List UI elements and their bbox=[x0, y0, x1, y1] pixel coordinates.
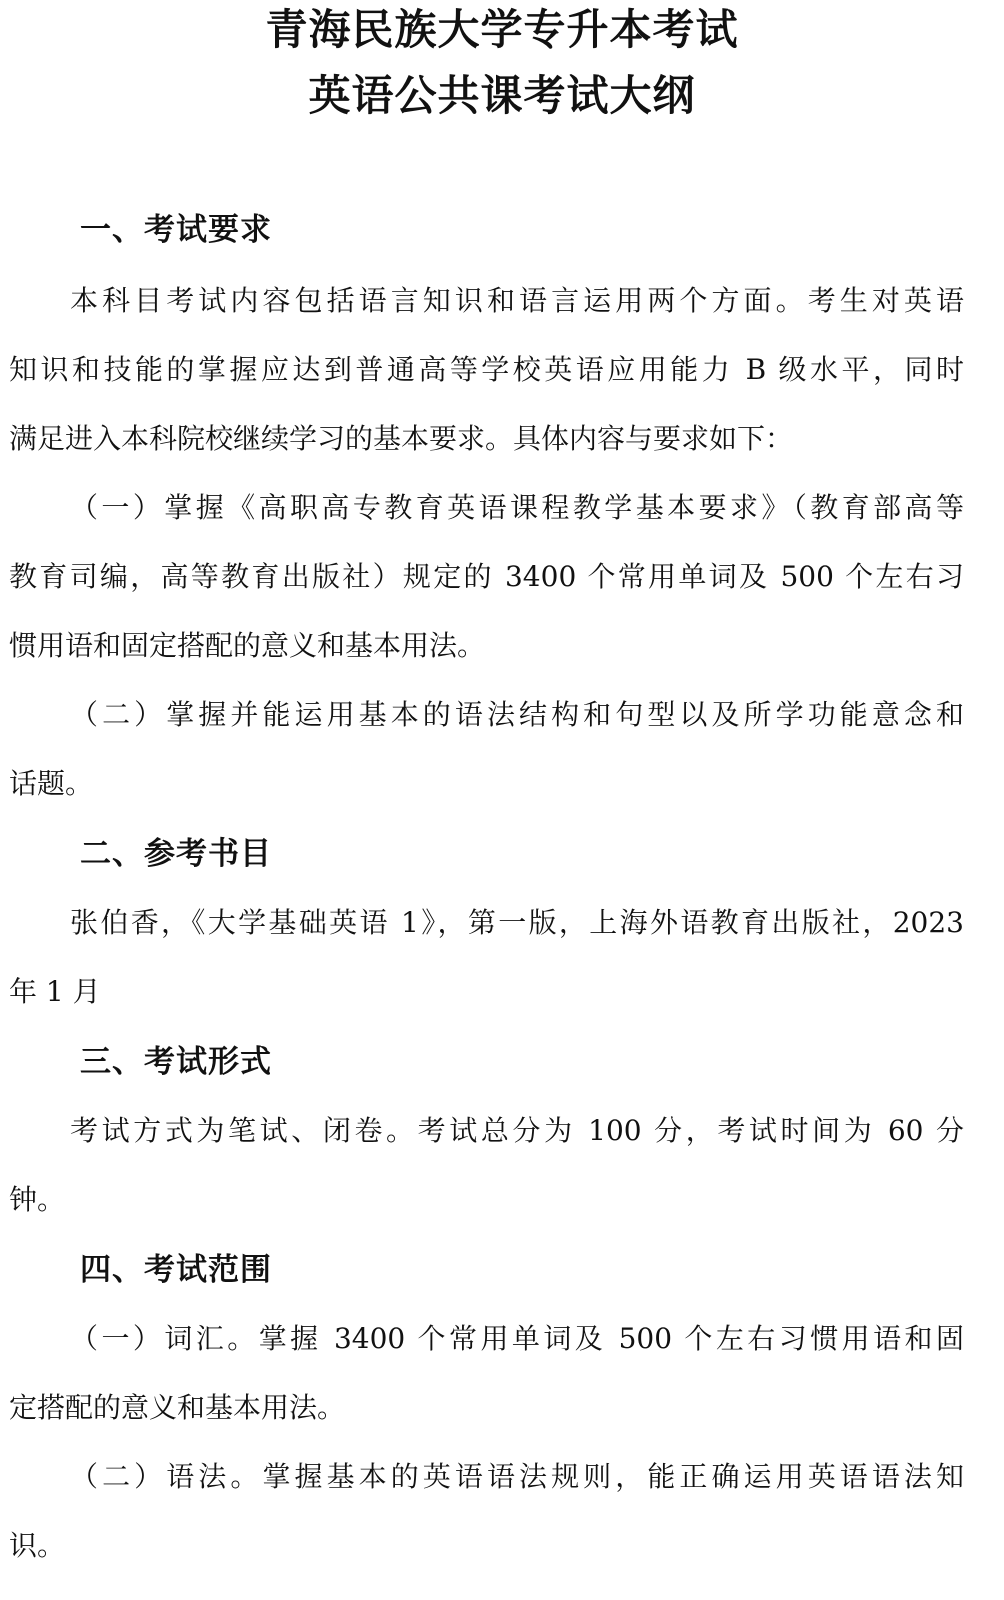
paragraph-line: （一）掌握《高职高专教育英语课程教学基本要求》（教育部高等 bbox=[70, 491, 964, 524]
section-heading-exam-requirements: 一、考试要求 bbox=[80, 212, 272, 248]
paragraph-line: 本科目考试内容包括语言知识和语言运用两个方面。考生对英语 bbox=[70, 284, 964, 317]
paragraph-line: （二）语法。掌握基本的英语语法规则，能正确运用英语语法知 bbox=[70, 1460, 964, 1493]
paragraph-line: 惯用语和固定搭配的意义和基本用法。 bbox=[9, 629, 486, 662]
paragraph-line: （一）词汇。掌握 3400 个常用单词及 500 个左右习惯用语和固 bbox=[70, 1322, 964, 1355]
paragraph-line: 满足进入本科院校继续学习的基本要求。具体内容与要求如下： bbox=[9, 422, 794, 455]
document-title-line-2: 英语公共课考试大纲 bbox=[308, 71, 696, 120]
paragraph-line: 张伯香，《大学基础英语 1》，第一版，上海外语教育出版社，2023 bbox=[70, 906, 964, 939]
section-heading-exam-format: 三、考试形式 bbox=[80, 1044, 272, 1080]
paragraph-line: 年 1 月 bbox=[9, 975, 101, 1008]
paragraph-line: 定搭配的意义和基本用法。 bbox=[9, 1391, 346, 1424]
document-title-line-1: 青海民族大学专升本考试 bbox=[265, 5, 739, 54]
section-heading-exam-scope: 四、考试范围 bbox=[80, 1252, 272, 1288]
paragraph-line: 钟。 bbox=[9, 1183, 66, 1216]
paragraph-line: 教育司编，高等教育出版社）规定的 3400 个常用单词及 500 个左右习 bbox=[9, 560, 964, 593]
paragraph-line: 知识和技能的掌握应达到普通高等学校英语应用能力 B 级水平，同时 bbox=[9, 353, 964, 386]
paragraph-line: （二）掌握并能运用基本的语法结构和句型以及所学功能意念和 bbox=[70, 698, 964, 731]
paragraph-line: 识。 bbox=[9, 1529, 66, 1562]
paragraph-line: 考试方式为笔试、闭卷。考试总分为 100 分，考试时间为 60 分 bbox=[70, 1114, 964, 1147]
paragraph-line: 话题。 bbox=[9, 767, 94, 800]
section-heading-reference-books: 二、参考书目 bbox=[80, 836, 272, 872]
